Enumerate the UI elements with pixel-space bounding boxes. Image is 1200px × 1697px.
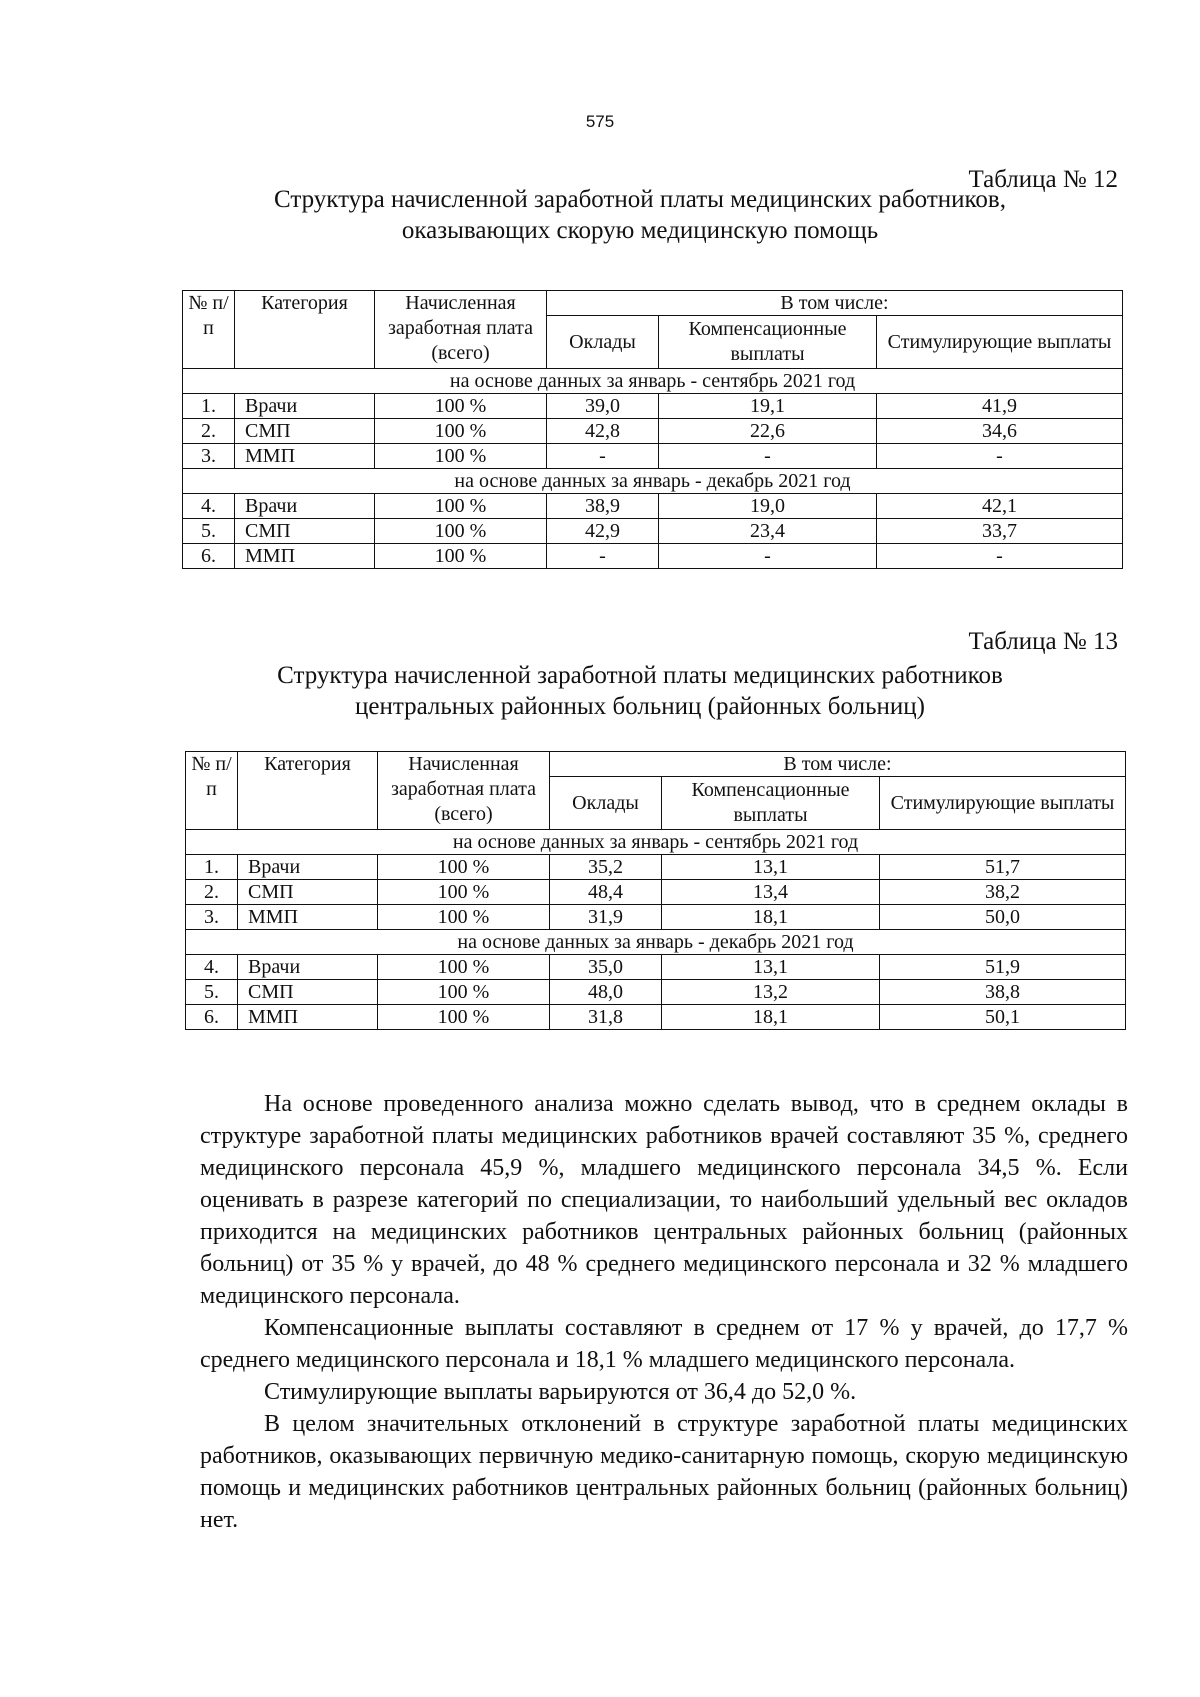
- table-row: [183, 544, 1123, 569]
- row-num: 3.: [183, 444, 235, 469]
- row-total: 100 %: [375, 394, 547, 419]
- row-num: 6.: [183, 544, 235, 569]
- table12-title-line2: оказывающих скорую медицинскую помощь: [401, 217, 879, 244]
- table12-title: [240, 184, 1040, 246]
- paragraph: Стимулирующие выплаты варьируются от 36,4 до 52,0 %.: [264, 1379, 857, 1405]
- row-incentive: 38,2: [880, 880, 1126, 905]
- row-category: ММП: [235, 444, 375, 469]
- table13-header-num: № п/п: [186, 752, 238, 830]
- row-category: ММП: [238, 905, 378, 930]
- table-row: [186, 855, 1126, 880]
- row-compensation: 19,1: [659, 394, 877, 419]
- row-salaries: -: [547, 544, 659, 569]
- table12: [182, 290, 1123, 569]
- table13-header-salaries: Оклады: [550, 777, 662, 830]
- body-text: [200, 1088, 1128, 1536]
- row-category: Врачи: [238, 955, 378, 980]
- row-total: 100 %: [375, 544, 547, 569]
- row-category: Врачи: [235, 394, 375, 419]
- row-category: СМП: [235, 419, 375, 444]
- table-row: [186, 955, 1126, 980]
- table13-label: Таблица № 13: [968, 628, 1118, 655]
- row-total: 100 %: [378, 1005, 550, 1030]
- row-compensation: 19,0: [659, 494, 877, 519]
- row-num: 4.: [183, 494, 235, 519]
- table12-period-2: на основе данных за январь - декабрь 2021 год: [183, 469, 1123, 494]
- row-incentive: 42,1: [877, 494, 1123, 519]
- row-compensation: -: [659, 444, 877, 469]
- table12-header-compensation: Компенсационные выплаты: [659, 316, 877, 369]
- row-salaries: 35,0: [550, 955, 662, 980]
- row-num: 5.: [183, 519, 235, 544]
- paragraph: На основе проведенного анализа можно сделать вывод, что в среднем оклады в структуре заработной платы медицинских работников врачей составляют 35 %, среднего медицинского персонала 45,9 %, младшего медицинского персонала 34,5 %. Если оценивать в разрезе категорий по специализации, то наибольший удельный вес окладов приходится на медицинских работников центральных районных больниц (районных больниц) от 35 % у врачей, до 48 % среднего медицинского персонала и 32 % младшего медицинского персонала.: [200, 1091, 1128, 1309]
- row-incentive: 34,6: [877, 419, 1123, 444]
- row-compensation: 18,1: [662, 1005, 880, 1030]
- row-compensation: 18,1: [662, 905, 880, 930]
- row-incentive: 50,0: [880, 905, 1126, 930]
- row-total: 100 %: [378, 905, 550, 930]
- table12-label: Таблица № 12: [968, 166, 1118, 193]
- row-incentive: 41,9: [877, 394, 1123, 419]
- row-compensation: 13,4: [662, 880, 880, 905]
- row-category: СМП: [235, 519, 375, 544]
- table13-header-total: Начисленная заработная плата (всего): [378, 752, 550, 830]
- row-incentive: 50,1: [880, 1005, 1126, 1030]
- row-category: ММП: [235, 544, 375, 569]
- table13: [185, 751, 1126, 1030]
- row-total: 100 %: [375, 519, 547, 544]
- row-total: 100 %: [375, 419, 547, 444]
- row-num: 5.: [186, 980, 238, 1005]
- row-salaries: 42,8: [547, 419, 659, 444]
- row-salaries: 35,2: [550, 855, 662, 880]
- row-incentive: -: [877, 544, 1123, 569]
- row-total: 100 %: [378, 855, 550, 880]
- row-num: 6.: [186, 1005, 238, 1030]
- row-num: 2.: [183, 419, 235, 444]
- table13-header-incentive: Стимулирующие выплаты: [880, 777, 1126, 830]
- table13-period-1: на основе данных за январь - сентябрь 2021 год: [186, 830, 1126, 855]
- table12-header-num: № п/п: [183, 291, 235, 369]
- table-row: [186, 905, 1126, 930]
- table13-header-compensation: Компенсационные выплаты: [662, 777, 880, 830]
- row-num: 4.: [186, 955, 238, 980]
- table12-header-category: Категория: [235, 291, 375, 369]
- table-row: [183, 419, 1123, 444]
- row-incentive: -: [877, 444, 1123, 469]
- table13-title: [240, 660, 1040, 722]
- row-salaries: 31,9: [550, 905, 662, 930]
- row-incentive: 51,9: [880, 955, 1126, 980]
- row-total: 100 %: [378, 980, 550, 1005]
- table-row: [186, 980, 1126, 1005]
- row-salaries: 39,0: [547, 394, 659, 419]
- row-total: 100 %: [375, 444, 547, 469]
- row-compensation: 13,1: [662, 955, 880, 980]
- row-category: Врачи: [238, 855, 378, 880]
- table12-header-including: В том числе:: [547, 291, 1123, 316]
- table13-header-category: Категория: [238, 752, 378, 830]
- page-number: 575: [585, 112, 615, 131]
- row-compensation: 13,2: [662, 980, 880, 1005]
- table12-title-line1: Структура начисленной заработной платы медицинских работников,: [274, 186, 1006, 213]
- row-total: 100 %: [378, 955, 550, 980]
- row-compensation: 13,1: [662, 855, 880, 880]
- row-num: 3.: [186, 905, 238, 930]
- table-row: [186, 880, 1126, 905]
- row-category: СМП: [238, 880, 378, 905]
- row-category: Врачи: [235, 494, 375, 519]
- paragraph: Компенсационные выплаты составляют в среднем от 17 % у врачей, до 17,7 % среднего медицинского персонала и 18,1 % младшего медицинского персонала.: [200, 1315, 1128, 1373]
- table-row: [183, 494, 1123, 519]
- table12-period-1: на основе данных за январь - сентябрь 2021 год: [183, 369, 1123, 394]
- table13-title-line1: Структура начисленной заработной платы медицинских работников: [277, 662, 1003, 689]
- row-total: 100 %: [378, 880, 550, 905]
- row-incentive: 51,7: [880, 855, 1126, 880]
- paragraph: В целом значительных отклонений в структуре заработной платы медицинских работников, оказывающих первичную медико-санитарную помощь, скорую медицинскую помощь и медицинских работников центральных районных больниц (районных больниц) нет.: [200, 1411, 1128, 1533]
- table12-header-salaries: Оклады: [547, 316, 659, 369]
- table13-title-line2: центральных районных больниц (районных больниц): [355, 693, 925, 720]
- row-category: ММП: [238, 1005, 378, 1030]
- row-total: 100 %: [375, 494, 547, 519]
- row-compensation: 22,6: [659, 419, 877, 444]
- row-category: СМП: [238, 980, 378, 1005]
- row-compensation: 23,4: [659, 519, 877, 544]
- row-incentive: 38,8: [880, 980, 1126, 1005]
- table-row: [186, 1005, 1126, 1030]
- table-row: [183, 444, 1123, 469]
- row-salaries: 31,8: [550, 1005, 662, 1030]
- row-salaries: 48,4: [550, 880, 662, 905]
- row-num: 2.: [186, 880, 238, 905]
- row-compensation: -: [659, 544, 877, 569]
- table13-period-2: на основе данных за январь - декабрь 2021 год: [186, 930, 1126, 955]
- row-salaries: 48,0: [550, 980, 662, 1005]
- table-row: [183, 519, 1123, 544]
- table12-header-incentive: Стимулирующие выплаты: [877, 316, 1123, 369]
- row-salaries: 38,9: [547, 494, 659, 519]
- row-salaries: -: [547, 444, 659, 469]
- table12-header-total: Начисленная заработная плата (всего): [375, 291, 547, 369]
- row-num: 1.: [186, 855, 238, 880]
- row-num: 1.: [183, 394, 235, 419]
- row-incentive: 33,7: [877, 519, 1123, 544]
- table-row: [183, 394, 1123, 419]
- table13-header-including: В том числе:: [550, 752, 1126, 777]
- row-salaries: 42,9: [547, 519, 659, 544]
